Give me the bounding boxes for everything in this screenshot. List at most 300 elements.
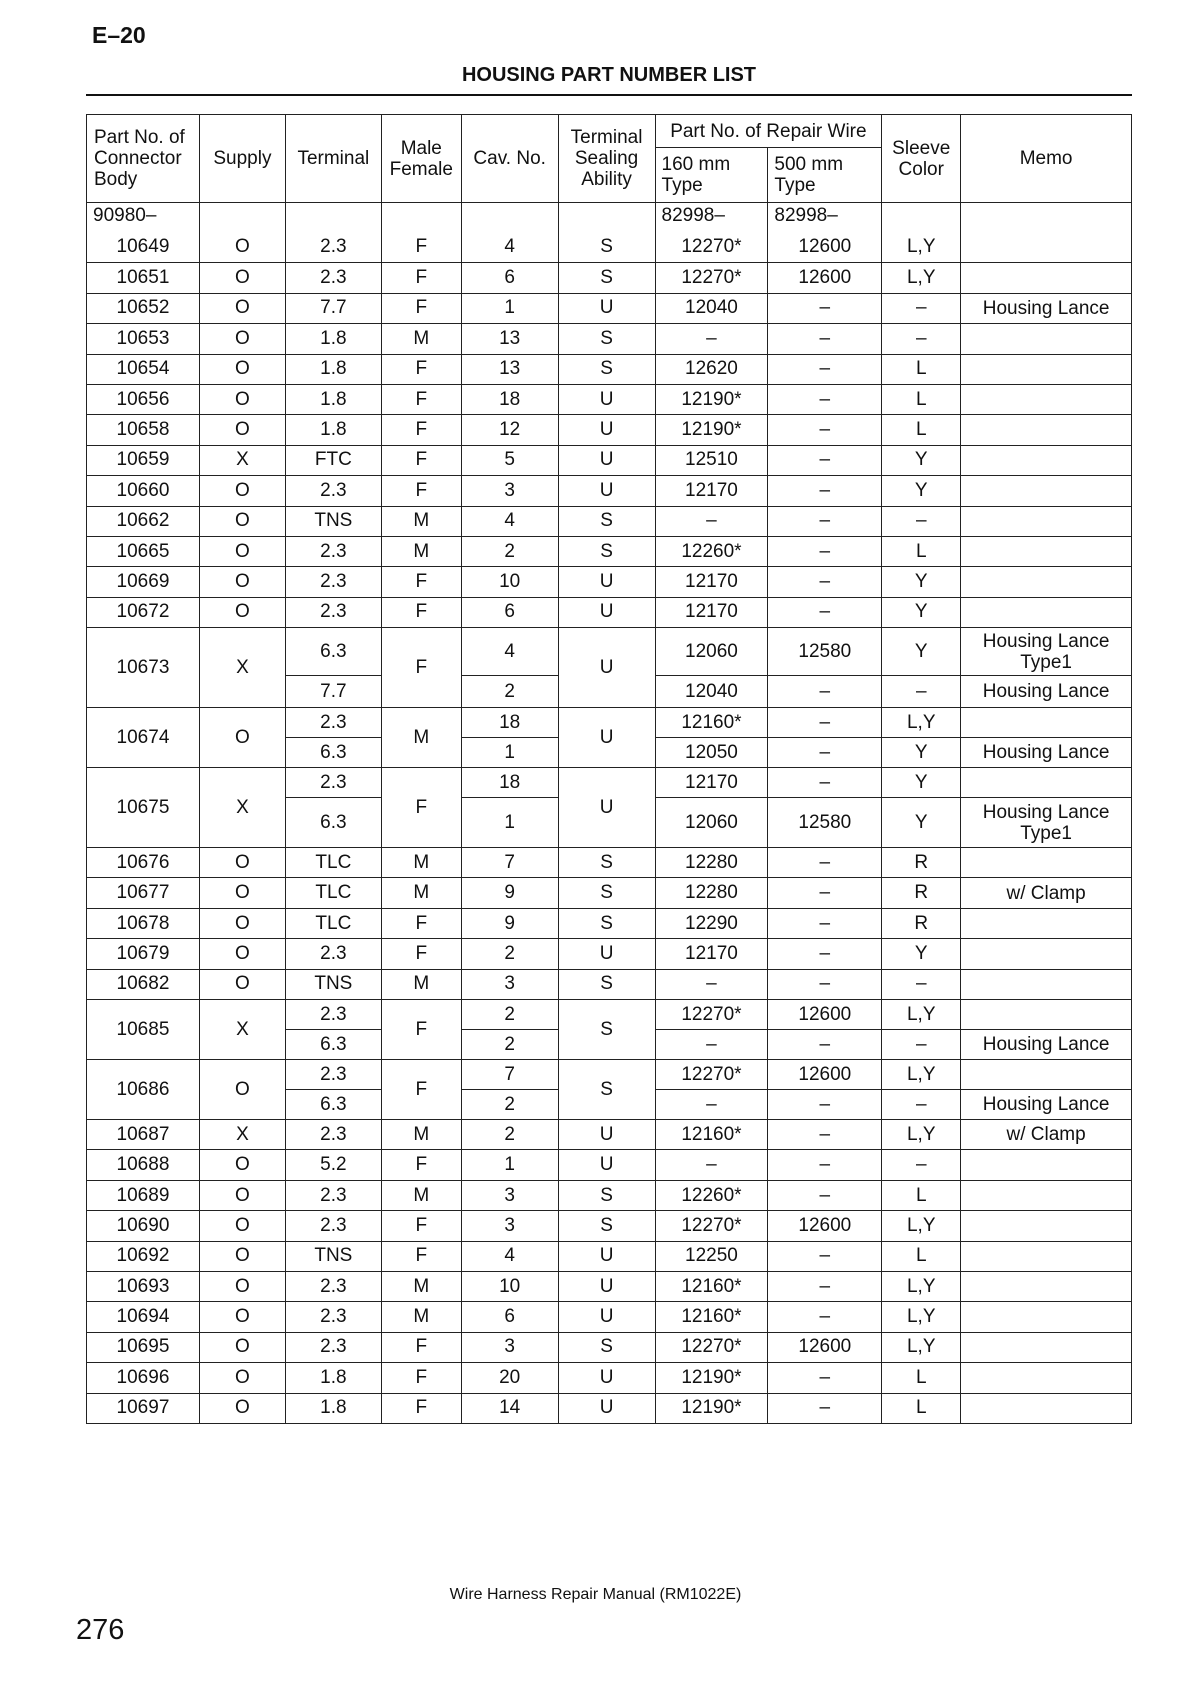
cell-t160: 12040 <box>655 676 768 708</box>
cell-cav: 6 <box>461 263 558 293</box>
cell-t500: – <box>768 415 882 445</box>
cell-t160: 12190* <box>655 1363 768 1393</box>
cell-supply: O <box>199 969 285 999</box>
cell-sleeve: – <box>882 324 961 354</box>
cell-terminal: TNS <box>285 969 381 999</box>
cell-seal: S <box>558 1332 655 1362</box>
cell-t500: – <box>768 1271 882 1301</box>
cell-t160: 12270* <box>655 1332 768 1362</box>
cell-part: 10692 <box>87 1241 200 1271</box>
cell-supply: O <box>199 263 285 293</box>
cell-terminal: TLC <box>285 848 381 878</box>
cell-cav: 3 <box>461 1211 558 1241</box>
cell-supply: O <box>199 1211 285 1241</box>
cell-terminal: 6.3 <box>285 1030 381 1060</box>
cell-sleeve: Y <box>882 939 961 969</box>
cell-cav: 5 <box>461 445 558 475</box>
cell-seal: S <box>558 354 655 384</box>
cell-terminal: 6.3 <box>285 798 381 848</box>
cell-memo <box>961 384 1132 414</box>
table-body <box>87 203 1132 1424</box>
cell-cav: 14 <box>461 1393 558 1423</box>
cell-t500: – <box>768 445 882 475</box>
cell-part: 10662 <box>87 506 200 536</box>
table-row <box>87 1332 1132 1362</box>
cell-terminal: FTC <box>285 445 381 475</box>
cell-t500: – <box>768 1180 882 1210</box>
cell-t160: 12260* <box>655 1180 768 1210</box>
cell-t500: 12600 <box>768 1211 882 1241</box>
cell-supply: O <box>199 848 285 878</box>
cell-seal: U <box>558 384 655 414</box>
cell-t160: 12510 <box>655 445 768 475</box>
cell-t500: – <box>768 506 882 536</box>
cell-t160: – <box>655 1150 768 1180</box>
cell-terminal: 1.8 <box>285 415 381 445</box>
cell-t160: 12160* <box>655 1302 768 1332</box>
cell-memo: Housing Lance <box>961 293 1132 323</box>
cell-t160: – <box>655 969 768 999</box>
cell-sleeve: L,Y <box>882 1000 961 1030</box>
cell-sleeve: L,Y <box>882 1211 961 1241</box>
cell-cav: 2 <box>461 676 558 708</box>
cell-terminal: 6.3 <box>285 628 381 676</box>
cell-mf: F <box>381 293 461 323</box>
cell-supply: O <box>199 878 285 908</box>
cell-t160: – <box>655 1030 768 1060</box>
cell-sleeve: L,Y <box>882 1120 961 1150</box>
cell-cav: 7 <box>461 848 558 878</box>
cell-t500: – <box>768 1030 882 1060</box>
cell-memo: Housing Lance Type1 <box>961 798 1132 848</box>
prefix-row <box>87 203 1132 233</box>
cell-t500: 12600 <box>768 1060 882 1090</box>
cell-supply: O <box>199 1060 285 1120</box>
cell-sleeve: L,Y <box>882 1271 961 1301</box>
cell-t160: 12280 <box>655 878 768 908</box>
cell-sleeve: Y <box>882 628 961 676</box>
table-row-group <box>87 768 1132 798</box>
cell-memo <box>961 1000 1132 1030</box>
cell-cav: 18 <box>461 384 558 414</box>
cell-supply: O <box>199 1180 285 1210</box>
cell-memo <box>961 848 1132 878</box>
cell-terminal: 2.3 <box>285 536 381 566</box>
cell-part: 10674 <box>87 708 200 768</box>
table-row <box>87 384 1132 414</box>
cell-supply: O <box>199 1332 285 1362</box>
cell-supply: X <box>199 768 285 848</box>
cell-mf: F <box>381 1000 461 1060</box>
cell-t500: – <box>768 738 882 768</box>
cell-t500: 12600 <box>768 233 882 263</box>
cell-memo <box>961 768 1132 798</box>
cell-terminal: 1.8 <box>285 324 381 354</box>
cell-sleeve: L <box>882 1363 961 1393</box>
cell-seal: U <box>558 1271 655 1301</box>
cell-t160: 12190* <box>655 384 768 414</box>
table-row <box>87 1150 1132 1180</box>
cell-seal: S <box>558 1211 655 1241</box>
cell-memo: Housing Lance Type1 <box>961 628 1132 676</box>
cell-sleeve: L,Y <box>882 263 961 293</box>
cell-terminal: 7.7 <box>285 293 381 323</box>
cell-terminal: 1.8 <box>285 384 381 414</box>
cell-sleeve: L <box>882 536 961 566</box>
cell-terminal: 5.2 <box>285 1150 381 1180</box>
cell-memo: Housing Lance <box>961 738 1132 768</box>
cell-part: 10685 <box>87 1000 200 1060</box>
cell-sleeve: – <box>882 293 961 323</box>
cell-sleeve: L,Y <box>882 708 961 738</box>
cell-mf: F <box>381 415 461 445</box>
cell-memo <box>961 1363 1132 1393</box>
cell-memo: Housing Lance <box>961 676 1132 708</box>
cell-seal: U <box>558 293 655 323</box>
cell-memo <box>961 1241 1132 1271</box>
cell-memo <box>961 1393 1132 1423</box>
cell-cav: 9 <box>461 908 558 938</box>
cell-sleeve: L <box>882 384 961 414</box>
cell-sleeve: Y <box>882 445 961 475</box>
cell-cav: 1 <box>461 798 558 848</box>
cell-mf: F <box>381 1060 461 1120</box>
cell-supply: O <box>199 506 285 536</box>
table-row <box>87 1393 1132 1423</box>
cell-terminal: 2.3 <box>285 263 381 293</box>
cell-sleeve: R <box>882 878 961 908</box>
cell-terminal: 1.8 <box>285 1363 381 1393</box>
cell-sleeve: Y <box>882 738 961 768</box>
cell-t160: 12250 <box>655 1241 768 1271</box>
cell-supply: X <box>199 1120 285 1150</box>
cell-t160: 12190* <box>655 415 768 445</box>
cell-seal: U <box>558 768 655 848</box>
table-row <box>87 597 1132 627</box>
cell-supply: O <box>199 415 285 445</box>
cell-seal: U <box>558 476 655 506</box>
cell-mf: F <box>381 476 461 506</box>
cell-supply: O <box>199 324 285 354</box>
cell-t160: 12170 <box>655 768 768 798</box>
cell-supply: O <box>199 939 285 969</box>
cell-part: 10690 <box>87 1211 200 1241</box>
cell-sleeve: L <box>882 354 961 384</box>
title-rule <box>86 94 1132 96</box>
cell-sleeve: – <box>882 969 961 999</box>
cell-memo: Housing Lance <box>961 1090 1132 1120</box>
cell-memo <box>961 445 1132 475</box>
cell-t500: – <box>768 384 882 414</box>
cell-mf: F <box>381 1393 461 1423</box>
cell-part: 10696 <box>87 1363 200 1393</box>
cell-seal: U <box>558 1241 655 1271</box>
cell-t160: 12160* <box>655 1120 768 1150</box>
cell-sleeve: Y <box>882 476 961 506</box>
table-row <box>87 233 1132 263</box>
cell-t160: 12270* <box>655 1000 768 1030</box>
cell-t500: – <box>768 476 882 506</box>
cell-seal: U <box>558 1302 655 1332</box>
cell-terminal: 7.7 <box>285 676 381 708</box>
page-number: 276 <box>76 1614 125 1646</box>
cell-mf: F <box>381 354 461 384</box>
cell-part: 10677 <box>87 878 200 908</box>
cell-cav: 1 <box>461 1150 558 1180</box>
cell-sleeve: – <box>882 506 961 536</box>
cell-t500: – <box>768 848 882 878</box>
cell-terminal: 2.3 <box>285 1271 381 1301</box>
cell-cav: 9 <box>461 878 558 908</box>
cell-cav: 1 <box>461 293 558 323</box>
cell-seal: S <box>558 324 655 354</box>
cell-part: 10678 <box>87 908 200 938</box>
cell-mf: M <box>381 536 461 566</box>
col-header-memo: Memo <box>961 115 1132 203</box>
cell-cav: 2 <box>461 939 558 969</box>
table-row <box>87 1302 1132 1332</box>
cell-t160: 12270* <box>655 263 768 293</box>
cell-t500: – <box>768 908 882 938</box>
cell-t500: 12580 <box>768 798 882 848</box>
cell-t500: – <box>768 768 882 798</box>
cell-supply: O <box>199 354 285 384</box>
cell-memo <box>961 233 1132 263</box>
prefix-repair-160: 82998– <box>655 203 768 233</box>
cell-cav: 18 <box>461 708 558 738</box>
cell-t160: 12170 <box>655 939 768 969</box>
cell-part: 10676 <box>87 848 200 878</box>
cell-terminal: TNS <box>285 506 381 536</box>
cell-sleeve: L <box>882 1180 961 1210</box>
cell-t160: 12270* <box>655 233 768 263</box>
cell-mf: F <box>381 908 461 938</box>
cell-terminal: 2.3 <box>285 768 381 798</box>
cell-memo <box>961 354 1132 384</box>
cell-t160: 12280 <box>655 848 768 878</box>
cell-mf: M <box>381 969 461 999</box>
cell-supply: O <box>199 233 285 263</box>
cell-seal: S <box>558 536 655 566</box>
cell-supply: O <box>199 597 285 627</box>
col-header-500mm: 500 mm Type <box>768 148 882 203</box>
cell-part: 10652 <box>87 293 200 323</box>
cell-t500: – <box>768 1241 882 1271</box>
cell-memo: Housing Lance <box>961 1030 1132 1060</box>
cell-cav: 4 <box>461 506 558 536</box>
cell-cav: 18 <box>461 768 558 798</box>
cell-t500: – <box>768 939 882 969</box>
cell-t500: 12600 <box>768 263 882 293</box>
cell-t160: – <box>655 1090 768 1120</box>
cell-terminal: 2.3 <box>285 1000 381 1030</box>
cell-t500: – <box>768 969 882 999</box>
table-row <box>87 908 1132 938</box>
cell-t500: – <box>768 708 882 738</box>
cell-cav: 3 <box>461 1180 558 1210</box>
cell-sleeve: – <box>882 1090 961 1120</box>
table-row <box>87 848 1132 878</box>
cell-terminal: 2.3 <box>285 1180 381 1210</box>
cell-part: 10659 <box>87 445 200 475</box>
cell-cav: 3 <box>461 969 558 999</box>
cell-terminal: TLC <box>285 908 381 938</box>
cell-mf: M <box>381 878 461 908</box>
cell-sleeve: – <box>882 1030 961 1060</box>
table-row <box>87 476 1132 506</box>
table-row <box>87 445 1132 475</box>
cell-supply: O <box>199 708 285 768</box>
cell-mf: M <box>381 1271 461 1301</box>
cell-cav: 10 <box>461 1271 558 1301</box>
cell-memo <box>961 476 1132 506</box>
table-row <box>87 1120 1132 1150</box>
cell-terminal: 2.3 <box>285 1211 381 1241</box>
page-title: HOUSING PART NUMBER LIST <box>461 64 757 86</box>
cell-seal: S <box>558 263 655 293</box>
cell-t500: – <box>768 1150 882 1180</box>
cell-part: 10658 <box>87 415 200 445</box>
cell-part: 10673 <box>87 628 200 708</box>
cell-mf: M <box>381 1302 461 1332</box>
table-row <box>87 939 1132 969</box>
cell-cav: 12 <box>461 415 558 445</box>
cell-cav: 10 <box>461 567 558 597</box>
cell-t500: – <box>768 597 882 627</box>
cell-mf: F <box>381 768 461 848</box>
cell-cav: 13 <box>461 324 558 354</box>
cell-memo <box>961 1180 1132 1210</box>
cell-cav: 3 <box>461 1332 558 1362</box>
table-row-group <box>87 628 1132 676</box>
cell-part: 10653 <box>87 324 200 354</box>
cell-terminal: 2.3 <box>285 939 381 969</box>
cell-supply: O <box>199 1241 285 1271</box>
cell-cav: 4 <box>461 628 558 676</box>
cell-mf: F <box>381 445 461 475</box>
cell-terminal: 2.3 <box>285 476 381 506</box>
col-header-male-female: Male Female <box>381 115 461 203</box>
cell-mf: F <box>381 628 461 708</box>
cell-memo <box>961 1150 1132 1180</box>
table-row <box>87 1180 1132 1210</box>
cell-t160: 12040 <box>655 293 768 323</box>
cell-cav: 6 <box>461 1302 558 1332</box>
cell-mf: F <box>381 1241 461 1271</box>
cell-t160: 12190* <box>655 1393 768 1423</box>
cell-terminal: 1.8 <box>285 354 381 384</box>
table-row-group <box>87 708 1132 738</box>
cell-t160: 12050 <box>655 738 768 768</box>
cell-seal: S <box>558 1000 655 1060</box>
cell-t500: – <box>768 293 882 323</box>
cell-sleeve: L,Y <box>882 1332 961 1362</box>
cell-t160: 12060 <box>655 628 768 676</box>
cell-sleeve: R <box>882 908 961 938</box>
cell-seal: U <box>558 708 655 768</box>
cell-cav: 2 <box>461 1120 558 1150</box>
table-row-group <box>87 1000 1132 1030</box>
cell-terminal: 2.3 <box>285 1120 381 1150</box>
cell-memo <box>961 1211 1132 1241</box>
table-row <box>87 1241 1132 1271</box>
cell-seal: S <box>558 506 655 536</box>
table-row <box>87 878 1132 908</box>
cell-t500: – <box>768 676 882 708</box>
prefix-repair-500: 82998– <box>768 203 882 233</box>
cell-part: 10679 <box>87 939 200 969</box>
cell-terminal: 2.3 <box>285 708 381 738</box>
cell-cav: 2 <box>461 536 558 566</box>
cell-t160: – <box>655 506 768 536</box>
cell-mf: F <box>381 1211 461 1241</box>
cell-t160: 12260* <box>655 536 768 566</box>
cell-sleeve: L <box>882 1241 961 1271</box>
cell-memo: w/ Clamp <box>961 1120 1132 1150</box>
cell-mf: M <box>381 506 461 536</box>
cell-supply: X <box>199 445 285 475</box>
cell-supply: O <box>199 1271 285 1301</box>
cell-t500: – <box>768 1120 882 1150</box>
cell-seal: U <box>558 567 655 597</box>
cell-t500: 12580 <box>768 628 882 676</box>
cell-mf: F <box>381 384 461 414</box>
cell-memo <box>961 969 1132 999</box>
cell-memo <box>961 597 1132 627</box>
prefix-body: 90980– <box>87 203 200 233</box>
cell-supply: O <box>199 1363 285 1393</box>
cell-memo <box>961 908 1132 938</box>
cell-mf: M <box>381 848 461 878</box>
table-row <box>87 536 1132 566</box>
cell-t500: – <box>768 878 882 908</box>
cell-seal: S <box>558 878 655 908</box>
cell-supply: O <box>199 908 285 938</box>
table-row <box>87 354 1132 384</box>
cell-t500: – <box>768 567 882 597</box>
cell-t500: – <box>768 354 882 384</box>
cell-part: 10697 <box>87 1393 200 1423</box>
cell-seal: U <box>558 445 655 475</box>
cell-t160: 12160* <box>655 708 768 738</box>
cell-part: 10672 <box>87 597 200 627</box>
cell-mf: F <box>381 567 461 597</box>
cell-sleeve: – <box>882 1150 961 1180</box>
cell-terminal: 6.3 <box>285 1090 381 1120</box>
cell-seal: S <box>558 233 655 263</box>
cell-supply: O <box>199 1393 285 1423</box>
cell-t500: – <box>768 1393 882 1423</box>
cell-terminal: 1.8 <box>285 1393 381 1423</box>
cell-t500: – <box>768 1090 882 1120</box>
cell-sleeve: Y <box>882 798 961 848</box>
cell-part: 10660 <box>87 476 200 506</box>
cell-part: 10693 <box>87 1271 200 1301</box>
cell-memo: w/ Clamp <box>961 878 1132 908</box>
cell-part: 10688 <box>87 1150 200 1180</box>
col-header-sleeve: Sleeve Color <box>882 115 961 203</box>
cell-part: 10694 <box>87 1302 200 1332</box>
col-header-part-no: Part No. of Connector Body <box>87 115 200 203</box>
cell-supply: O <box>199 384 285 414</box>
cell-memo <box>961 415 1132 445</box>
cell-supply: X <box>199 1000 285 1060</box>
section-id: E–20 <box>92 22 146 48</box>
table-row <box>87 1271 1132 1301</box>
cell-mf: M <box>381 1180 461 1210</box>
cell-memo <box>961 1302 1132 1332</box>
cell-t160: 12160* <box>655 1271 768 1301</box>
